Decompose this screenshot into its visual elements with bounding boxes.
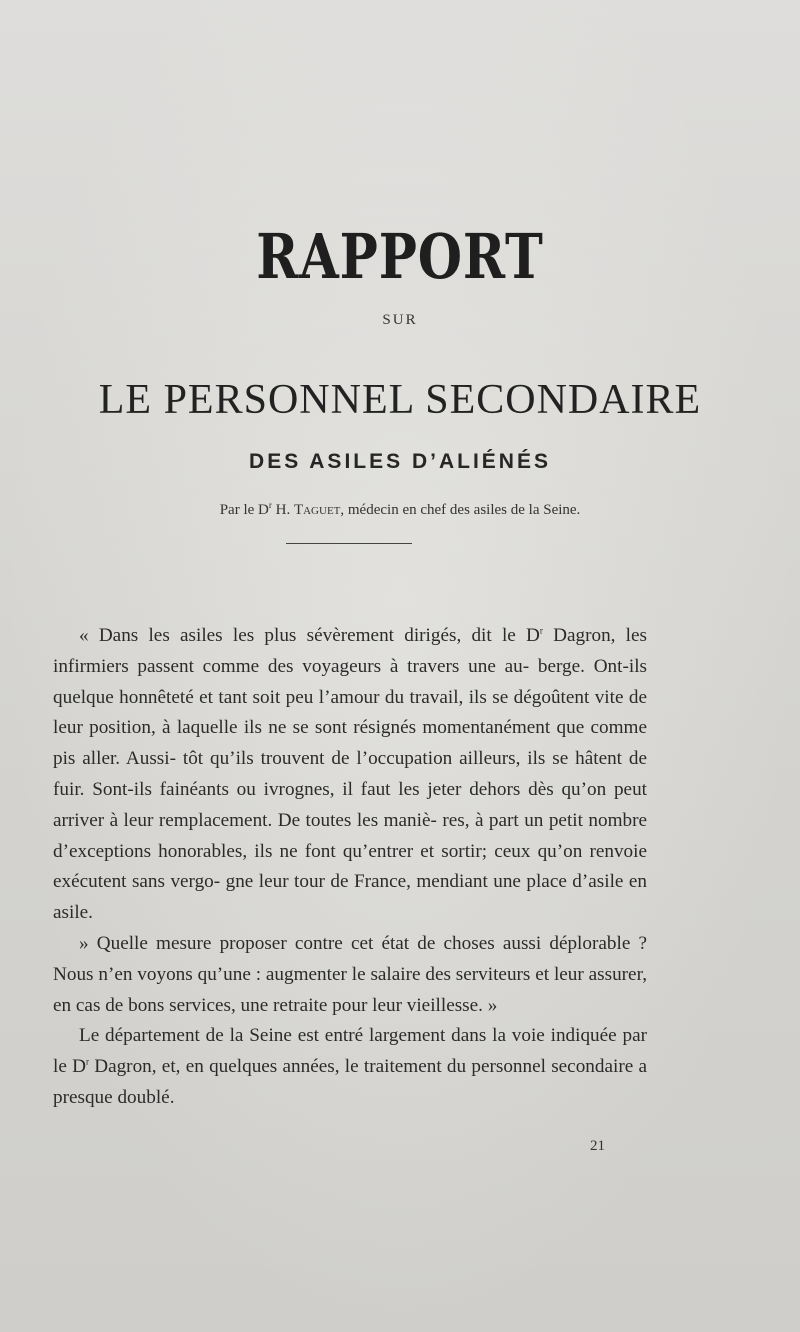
paragraph-2: » Quelle mesure proposer contre cet état de choses aussi déplorable ? Nous n’en voyons qu’une : augmenter le salaire des serviteurs et leur assurer, en cas de bons services, une retraite pour leur vieillesse. » xyxy=(53,932,647,1016)
page-subtitle: LE PERSONNEL SECONDAIRE xyxy=(98,377,702,423)
paragraph-3-rest: Dagron, et, en quelques années, le traitement du personnel secondaire a presque doublé. xyxy=(53,1056,647,1108)
paragraph-1-rest: Dagron, les infirmiers passent comme des voyageurs à travers une au- berge. Ont-ils quelque honnêteté et tant soit peu l’amour du travail, ils se dégoûtent vite de leur position, à laquelle ils ne se sont résignés momentanément que comme pis aller. Aussi- tôt qu’ils trouvent de l’occupation ailleurs, ils se hâtent de fuir. Sont-ils fainéants ou ivrognes, il faut les jeter dehors dès qu’on peut arriver à leur remplacement. De toutes les maniè- res, à part un petit nombre d’exceptions honorables, ils ne font qu’entrer et sortir; ceux qu’on renvoie exécutent sans vergo- gne leur tour de France, mendiant une place d’asile en asile. xyxy=(53,625,647,924)
paragraph-3 xyxy=(53,1021,647,1113)
author-suffix: , médecin en chef des asiles de la Seine. xyxy=(340,502,581,518)
author-line xyxy=(0,502,800,519)
paragraph-1-sup: r xyxy=(539,625,543,636)
body-text xyxy=(53,621,647,1114)
page-title: RAPPORT xyxy=(256,220,544,293)
paragraph-3-sup: r xyxy=(85,1056,89,1067)
paragraph-3-start: Le département de la Seine est entré largement dans la voie indiquée par le D xyxy=(53,1025,647,1078)
author-name: Taguet xyxy=(293,502,341,518)
page-number: 21 xyxy=(590,1138,605,1154)
page-subtitle-secondary: DES ASILES D’ALIÉNÉS xyxy=(249,450,551,473)
author-prefix: Par le D xyxy=(219,502,269,518)
title-connector: SUR xyxy=(382,312,418,328)
divider-rule xyxy=(286,543,412,544)
author-initial: H. xyxy=(271,502,294,518)
paragraph-1-start: « Dans les asiles les plus sévèrement dirigés, dit le D xyxy=(79,625,540,646)
author-sup: r xyxy=(268,500,272,510)
paragraph-1 xyxy=(53,621,647,929)
